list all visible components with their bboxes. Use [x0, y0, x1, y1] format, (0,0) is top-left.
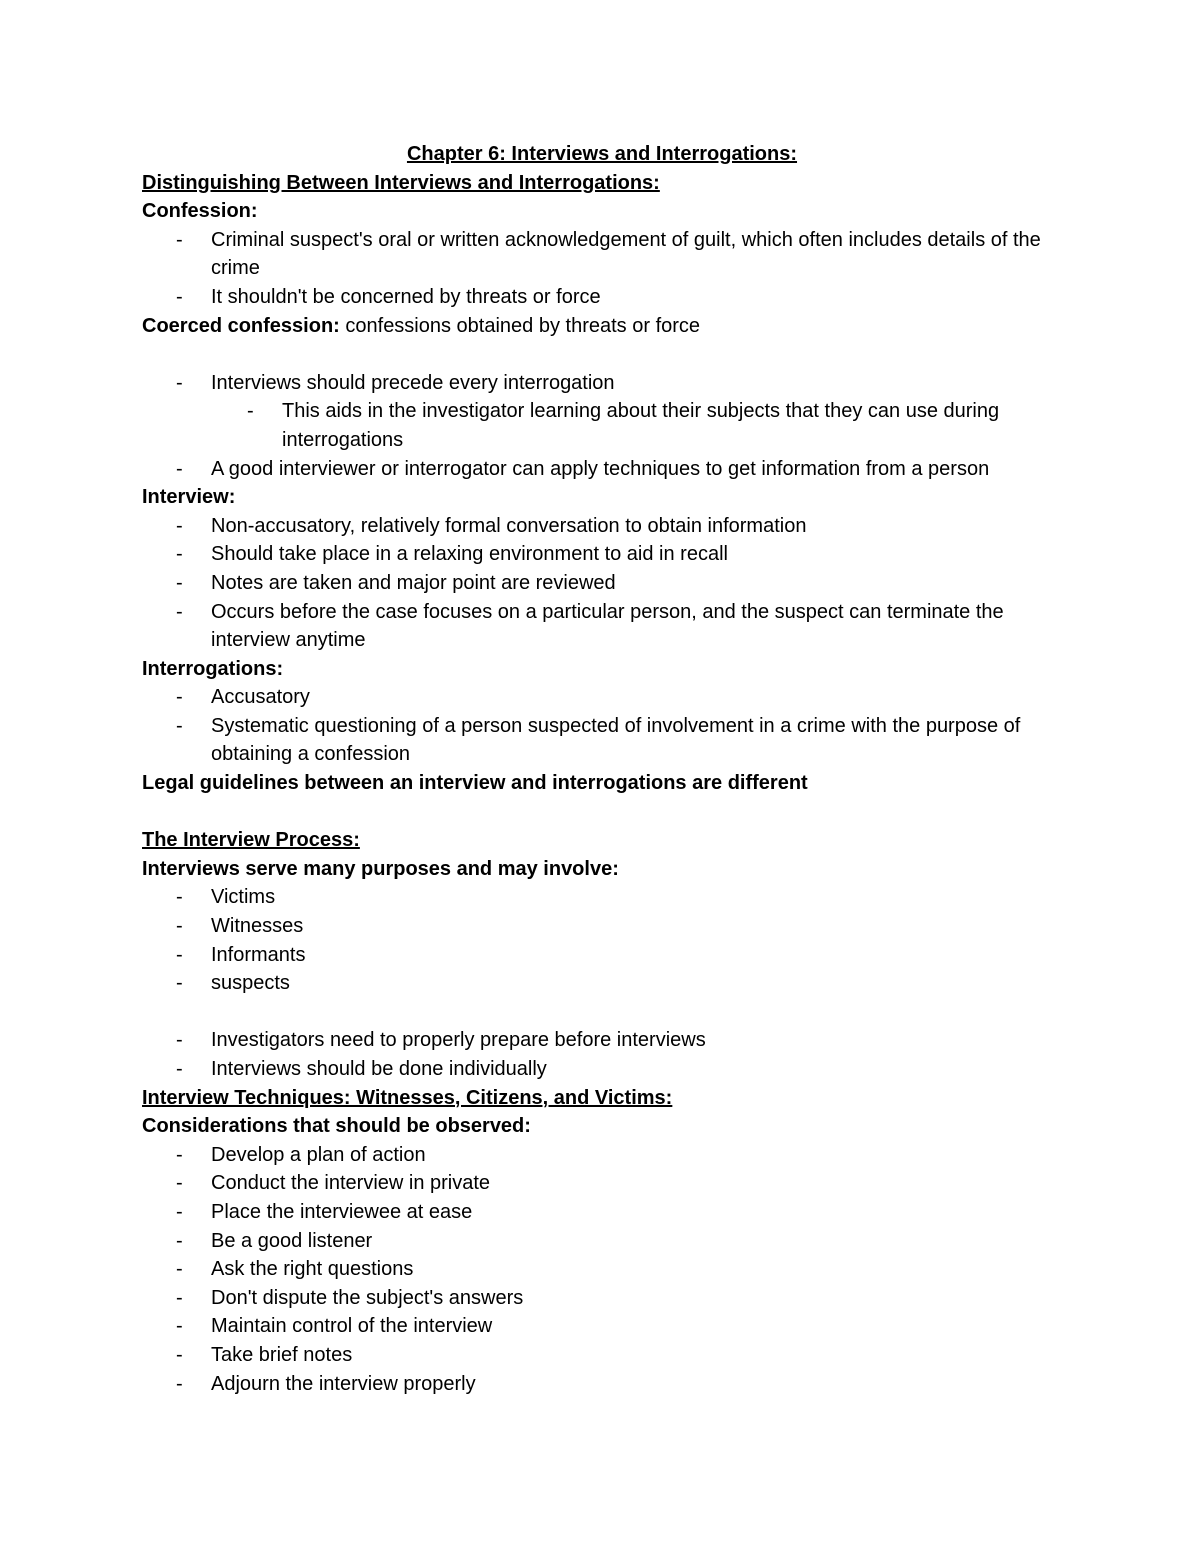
bullet-dash: - — [176, 371, 183, 394]
list-item: - Notes are taken and major point are reviewed — [142, 569, 1062, 598]
bullet-dash: - — [176, 1258, 183, 1281]
bullet-dash: - — [176, 686, 183, 709]
list-item: - Take brief notes — [142, 1341, 1062, 1370]
bullet-dash: - — [176, 1315, 183, 1338]
list-item: - A good interviewer or interrogator can apply techniques to get information from a person — [142, 455, 1062, 484]
interview-label: Interview: — [142, 486, 236, 509]
bullet-dash: - — [176, 228, 183, 251]
legal-guidelines-note: Legal guidelines between an interview and interrogations are different — [142, 772, 808, 795]
section-heading-distinguishing: Distinguishing Between Interviews and Interrogations: — [142, 171, 660, 194]
section-heading-interview-process: The Interview Process: — [142, 829, 360, 852]
bullet-dash: - — [176, 1172, 183, 1195]
bullet-dash: - — [176, 1286, 183, 1309]
list-item: - Interviews should be done individually — [142, 1055, 1062, 1084]
list-item: - Investigators need to properly prepare before interviews — [142, 1026, 1062, 1055]
list-item: - Develop a plan of action — [142, 1141, 1062, 1170]
bullet-dash: - — [176, 886, 183, 909]
bullet-dash: - — [176, 1372, 183, 1395]
document-page — [142, 140, 1062, 1398]
list-item: - Victims — [142, 883, 1062, 912]
list-item: - Interviews should precede every interrogation — [142, 369, 1062, 398]
considerations-label: Considerations that should be observed: — [142, 1115, 531, 1138]
coerced-confession-label: Coerced confession: — [142, 314, 340, 337]
list-item: - Conduct the interview in private — [142, 1169, 1062, 1198]
purposes-label: Interviews serve many purposes and may involve: — [142, 857, 619, 880]
list-item: - Witnesses — [142, 912, 1062, 941]
list-item: - Don't dispute the subject's answers — [142, 1284, 1062, 1313]
bullet-dash: - — [176, 714, 183, 737]
bullet-dash: - — [176, 514, 183, 537]
interrogations-label: Interrogations: — [142, 657, 284, 680]
list-item: - Occurs before the case focuses on a particular person, and the suspect can terminate the interview anytime — [142, 598, 1062, 655]
list-item: - Systematic questioning of a person suspected of involvement in a crime with the purpose of obtaining a confession — [142, 712, 1062, 769]
list-item: - Informants — [142, 941, 1062, 970]
bullet-dash: - — [176, 571, 183, 594]
coerced-confession-definition — [142, 312, 1062, 341]
coerced-confession-text: confessions obtained by threats or force — [339, 314, 701, 337]
bullet-dash: - — [176, 1229, 183, 1252]
bullet-dash: - — [176, 285, 183, 308]
bullet-dash: - — [176, 1029, 183, 1052]
list-item: - Be a good listener — [142, 1227, 1062, 1256]
bullet-dash: - — [176, 915, 183, 938]
bullet-dash: - — [176, 600, 183, 623]
bullet-dash: - — [176, 1200, 183, 1223]
list-item: - Maintain control of the interview — [142, 1312, 1062, 1341]
list-item: - Place the interviewee at ease — [142, 1198, 1062, 1227]
list-item: - Accusatory — [142, 683, 1062, 712]
list-item: - Adjourn the interview properly — [142, 1370, 1062, 1399]
bullet-dash: - — [176, 1058, 183, 1080]
list-item: - Non-accusatory, relatively formal conversation to obtain information — [142, 512, 1062, 541]
bullet-dash: - — [176, 1343, 183, 1366]
list-item: - It shouldn't be concerned by threats or force — [142, 283, 1062, 312]
confession-label: Confession: — [142, 200, 258, 223]
bullet-dash: - — [176, 943, 183, 966]
list-item: - Criminal suspect's oral or written acknowledgement of guilt, which often includes details of the crime — [142, 226, 1062, 283]
list-item: - Ask the right questions — [142, 1255, 1062, 1284]
bullet-dash: - — [176, 1143, 183, 1166]
page-title: Chapter 6: Interviews and Interrogations: — [406, 143, 798, 165]
bullet-dash: - — [176, 543, 183, 566]
list-item: - Should take place in a relaxing environment to aid in recall — [142, 540, 1062, 569]
bullet-dash: - — [247, 400, 254, 423]
bullet-dash: - — [176, 457, 183, 480]
bullet-dash: - — [176, 972, 183, 995]
section-heading-interview-techniques: Interview Techniques: Witnesses, Citizens, and Victims: — [142, 1086, 673, 1109]
list-item-nested: - This aids in the investigator learning about their subjects that they can use during interrogations — [142, 397, 1062, 454]
list-item: - suspects — [142, 969, 1062, 998]
